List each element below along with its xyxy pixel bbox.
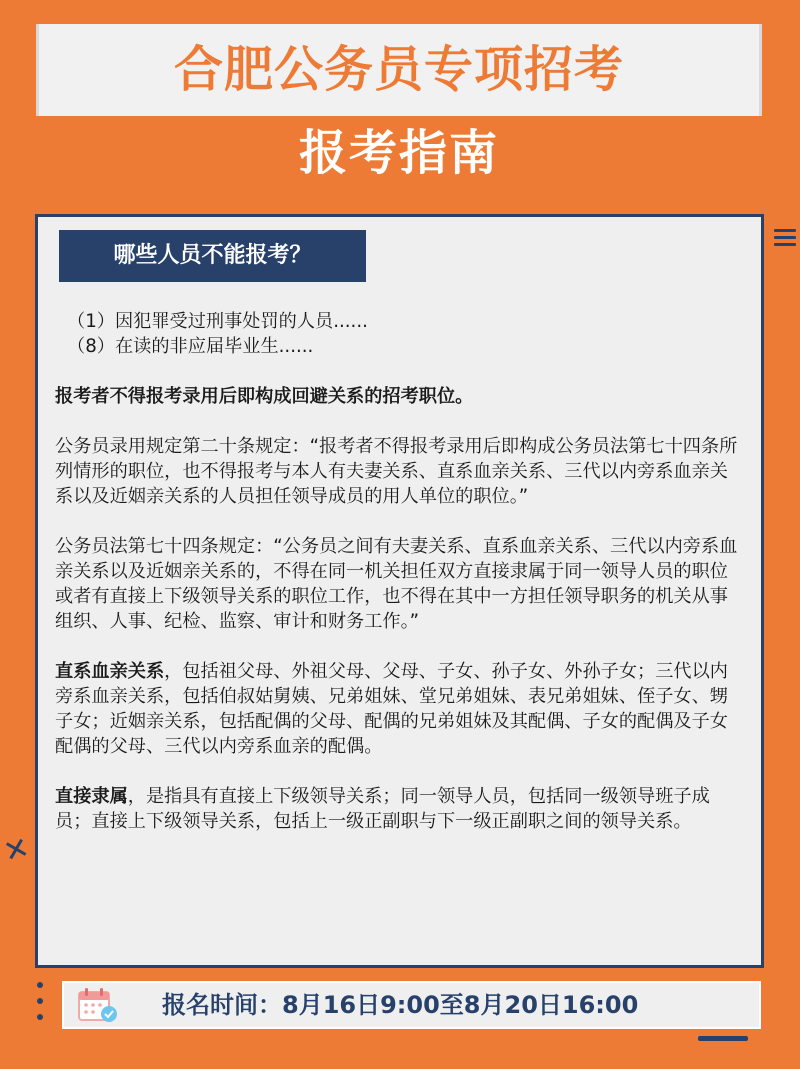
definition-text: ，包括祖父母、外祖父母、父母、子女、孙子女、外孙子女；三代以内旁系血亲关系，包括伯叔姑舅姨、兄弟姐妹、堂兄弟姐妹、表兄弟姐妹、侄子女、甥子女；近姻亲关系，包括配偶的父母、配偶的兄弟姐妹及其配偶、子女的配偶及子女配偶的父母、三代以内旁系血亲的配偶。	[55, 661, 728, 757]
definition-paragraph-2	[55, 784, 745, 834]
underline-decoration	[698, 1036, 748, 1041]
definition-paragraph-1	[55, 659, 745, 759]
section-heading: 报考者不得报考录用后即构成回避关系的招考职位。	[55, 386, 474, 407]
definition-term: 直系血亲关系	[55, 661, 165, 682]
menu-lines-icon	[774, 229, 796, 247]
page-title: 合肥公务员专项招考	[173, 41, 624, 98]
content-body	[55, 309, 745, 834]
list-item: （1）因犯罪受过刑事处罚的人员......	[67, 311, 368, 332]
registration-bar	[60, 979, 763, 1031]
question-label: 哪些人员不能报考？	[59, 230, 366, 282]
rule-paragraph-2: 公务员法第七十四条规定：“公务员之间有夫妻关系、直系血亲关系、三代以内旁系血亲关系以及近姻亲关系的，不得在同一机关担任双方直接隶属于同一领导人员的职位或者有直接上下级领导关系的职位工作，也不得在其中一方担任领导职务的机关从事组织、人事、纪检、监察、审计和财务工作。”	[55, 536, 738, 632]
page-subtitle: 报考指南	[298, 125, 499, 181]
definition-text: ，是指具有直接上下级领导关系；同一领导人员，包括同一级领导班子成员；直接上下级领导关系，包括上一级正副职与下一级正副职之间的领导关系。	[55, 786, 710, 832]
title-banner	[36, 24, 762, 116]
rule-paragraph-1: 公务员录用规定第二十条规定：“报考者不得报考录用后即构成公务员法第七十四条所列情形的职位，也不得报考与本人有夫妻关系、直系血亲关系、三代以内旁系血亲关系以及近姻亲关系的人员担任领导成员的用人单位的职位。”	[55, 436, 738, 507]
calendar-icon	[76, 985, 120, 1025]
definition-term: 直接隶属	[55, 786, 128, 807]
cross-icon: ✕	[0, 830, 34, 871]
dots-decoration	[37, 982, 45, 1020]
registration-time: 报名时间：8月16日9:00至8月20日16:00	[162, 991, 639, 1019]
list-item: （8）在读的非应届毕业生......	[67, 336, 314, 357]
content-panel	[35, 214, 764, 968]
